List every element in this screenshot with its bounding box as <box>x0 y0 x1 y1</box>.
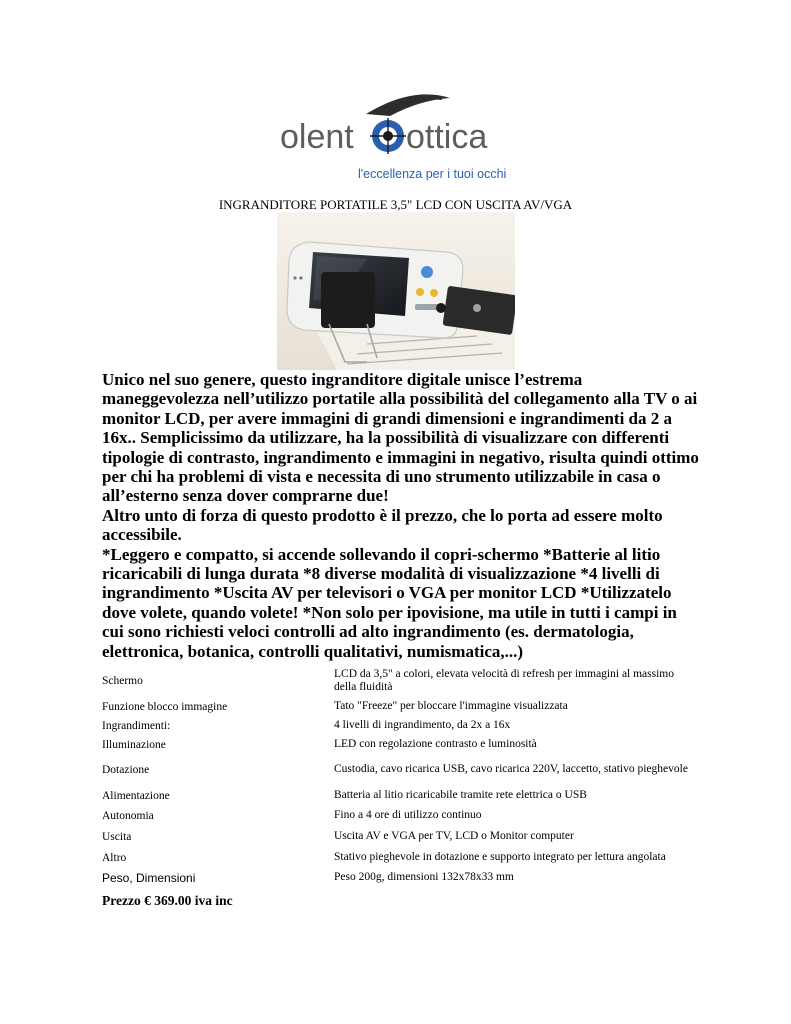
spec-label: Uscita <box>102 831 132 843</box>
spec-label: Funzione blocco immagine <box>102 700 228 713</box>
spec-table <box>102 665 702 888</box>
table-row <box>102 735 702 754</box>
device-button-yellow-2 <box>430 289 438 297</box>
table-row <box>102 786 702 806</box>
description-paragraph: *Leggero e compatto, si accende sollevando il copri-schermo *Batterie al litio ricaricabili di lunga durata *8 diverse modalità di visualizzazione *4 livelli di ingrandimento *Uscita AV per televisori o VGA per monitor LCD *Utilizzatelo dove volete, quando volete! *Non solo per ipovisione, ma utile in tutti i campi in cui sono richiesti veloci controlli ad alto ingrandimento (es. dermatologia, elettronica, botanica, controlli qualitativi, numismatica,...) <box>102 544 677 661</box>
spec-label: Altro <box>102 852 127 864</box>
spec-label: Ingrandimenti: <box>102 719 171 732</box>
spec-value: LED con regolazione contrasto e luminosità <box>334 737 537 750</box>
spec-value: Uscita AV e VGA per TV, LCD o Monitor computer <box>334 830 574 843</box>
price-label: Prezzo € 369.00 iva inc <box>102 893 233 908</box>
spec-value: 4 livelli di ingrandimento, da 2x a 16x <box>334 718 511 731</box>
device-button-blue <box>421 266 433 278</box>
magnifier-image <box>277 212 515 370</box>
spec-label: Schermo <box>102 675 143 687</box>
table-row <box>102 716 702 735</box>
document-title: INGRANDITORE PORTATILE 3,5" LCD CON USCITA AV/VGA <box>218 197 573 212</box>
spec-value: Tato "Freeze" per bloccare l'immagine visualizzata <box>334 699 568 712</box>
table-row <box>102 697 702 716</box>
spec-value: Stativo pieghevole in dotazione e supporto integrato per lettura angolata <box>334 851 666 864</box>
table-row <box>102 806 702 826</box>
spec-label: Illuminazione <box>102 738 166 751</box>
spec-value: Peso 200g, dimensioni 132x78x33 mm <box>334 871 514 884</box>
logo-brand-right: ottica <box>406 118 488 156</box>
description-paragraph: Unico nel suo genere, questo ingranditore digitale unisce l’estrema maneggevolezza nell’utilizzo portatile alla possibilità del collegamento alla TV o ai monitor LCD, per avere immagini di grandi dimensioni e ingrandimenti da 2 a 16x.. Semplicissimo da utilizzare, ha la possibilità di visualizzare con differenti tipologie di contrasto, ingrandimento e immagini in negativo, risulta quindi ottimo per chi ha problemi di vista e necessita di uno strumento utilizzabile in casa o all’esterno senza dover comprarne due! <box>102 370 699 506</box>
eye-icon <box>370 118 406 154</box>
spec-value: Fino a 4 ore di utilizzo continuo <box>334 809 482 822</box>
brand-logo <box>274 92 514 184</box>
spec-label: Autonomia <box>102 810 154 822</box>
spec-value: LCD da 3,5" a colori, elevata velocità di refresh per immagini al massimo della fluidità <box>334 667 675 693</box>
product-photo <box>277 212 515 370</box>
description-paragraph: Altro unto di forza di questo prodotto è il prezzo, che lo porta ad essere molto accessibile. <box>102 505 663 545</box>
table-row <box>102 754 702 786</box>
product-description <box>102 370 702 661</box>
spec-label: Alimentazione <box>102 790 170 802</box>
table-row <box>102 868 702 888</box>
logo-brand-left: olent <box>280 118 354 156</box>
spec-value: Custodia, cavo ricarica USB, cavo ricarica 220V, laccetto, stativo pieghevole <box>334 763 688 776</box>
spec-label: Dotazione <box>102 764 150 776</box>
spec-value: Batteria al litio ricaricabile tramite rete elettrica o USB <box>334 789 587 802</box>
device-stand-clip <box>321 272 375 328</box>
logo-tagline: l'eccellenza per i tuoi occhi <box>358 167 507 181</box>
table-row <box>102 826 702 848</box>
table-row <box>102 665 702 697</box>
logo-graphic <box>274 92 514 184</box>
table-row <box>102 848 702 868</box>
device-button-yellow-1 <box>416 288 424 296</box>
spec-label: Peso, Dimensioni <box>102 871 196 885</box>
